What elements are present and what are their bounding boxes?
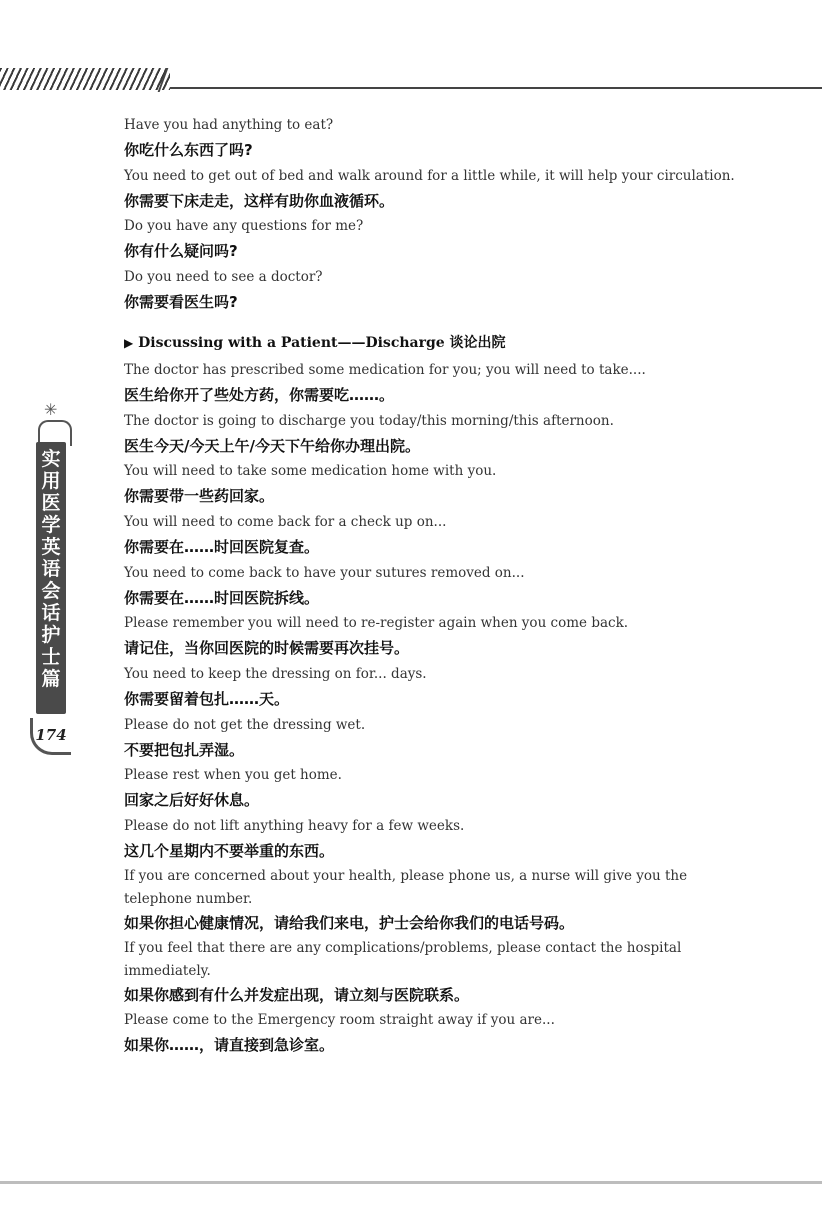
- english-sentence: Have you had anything to eat?: [124, 117, 334, 133]
- footer-rule: [0, 1181, 822, 1184]
- page-number: 174: [35, 726, 67, 744]
- chinese-translation: 回家之后好好休息。: [124, 791, 260, 810]
- chinese-translation: 你有什么疑问吗?: [124, 242, 238, 261]
- chinese-translation: 不要把包扎弄湿。: [124, 740, 245, 759]
- chinese-translation: 你需要在……时回医院复查。: [124, 537, 320, 556]
- english-sentence: Please remember you will need to re-register again when you come back.: [124, 615, 629, 632]
- section-heading-text: Discussing with a Patient——Discharge 谈论出院: [138, 334, 506, 351]
- english-sentence: Do you need to see a doctor?: [124, 269, 323, 286]
- chinese-translation: 你需要带一些药回家。: [124, 487, 275, 506]
- english-sentence: The doctor has prescribed some medication for you; you will need to take....: [124, 361, 646, 378]
- chinese-translation: 如果你担心健康情况，请给我们来电，护士会给你我们的电话号码。: [124, 913, 575, 932]
- chinese-translation: 医生给你开了些处方药，你需要吃……。: [124, 385, 395, 404]
- chinese-translation: 你吃什么东西了吗?: [124, 141, 253, 159]
- english-sentence: Do you have any questions for me?: [124, 218, 364, 235]
- header-rule: [170, 87, 822, 89]
- english-sentence: You need to keep the dressing on for... days.: [124, 666, 427, 683]
- header-hatch-decoration: [0, 68, 170, 90]
- chinese-translation: 你需要留着包扎……天。: [124, 690, 290, 709]
- english-sentence: You will need to take some medication home with you.: [124, 463, 497, 480]
- english-sentence: Please come to the Emergency room straight away if you are...: [124, 1012, 555, 1029]
- chinese-translation: 这几个星期内不要举重的东西。: [124, 842, 335, 861]
- chinese-translation: 如果你……，请直接到急诊室。: [124, 1036, 335, 1055]
- chinese-translation: 医生今天/今天上午/今天下午给你办理出院。: [124, 436, 420, 455]
- side-tab: [26, 398, 74, 778]
- chinese-translation: 你需要在……时回医院拆线。: [124, 588, 320, 607]
- english-sentence: Please rest when you get home.: [124, 767, 342, 784]
- english-sentence: Please do not get the dressing wet.: [124, 716, 366, 733]
- english-sentence: If you are concerned about your health, please phone us, a nurse will give you the telephone number.: [124, 867, 688, 907]
- chinese-translation: 你需要看医生吗?: [124, 293, 238, 312]
- english-sentence: The doctor is going to discharge you today/this morning/this afternoon.: [124, 412, 614, 429]
- triangle-bullet-icon: ▶: [124, 335, 134, 350]
- english-sentence: Please do not lift anything heavy for a few weeks.: [124, 818, 465, 835]
- english-sentence: If you feel that there are any complications/problems, please contact the hospital immediately.: [124, 939, 682, 979]
- sparkle-icon: ✳: [44, 400, 58, 419]
- chinese-translation: 如果你感到有什么并发症出现，请立刻与医院联系。: [124, 985, 470, 1004]
- section-heading: [124, 330, 744, 356]
- page-content: [124, 113, 744, 1059]
- chinese-translation: 你需要下床走走，这样有助你血液循环。: [124, 191, 395, 210]
- english-sentence: You need to get out of bed and walk around for a little while, it will help your circulation.: [124, 167, 735, 184]
- chinese-translation: 请记住，当你回医院的时候需要再次挂号。: [124, 639, 410, 658]
- english-sentence: You need to come back to have your sutures removed on...: [124, 564, 525, 581]
- english-sentence: You will need to come back for a check up on...: [124, 513, 447, 530]
- book-title: 实用医学英语会话 护士篇: [41, 448, 61, 690]
